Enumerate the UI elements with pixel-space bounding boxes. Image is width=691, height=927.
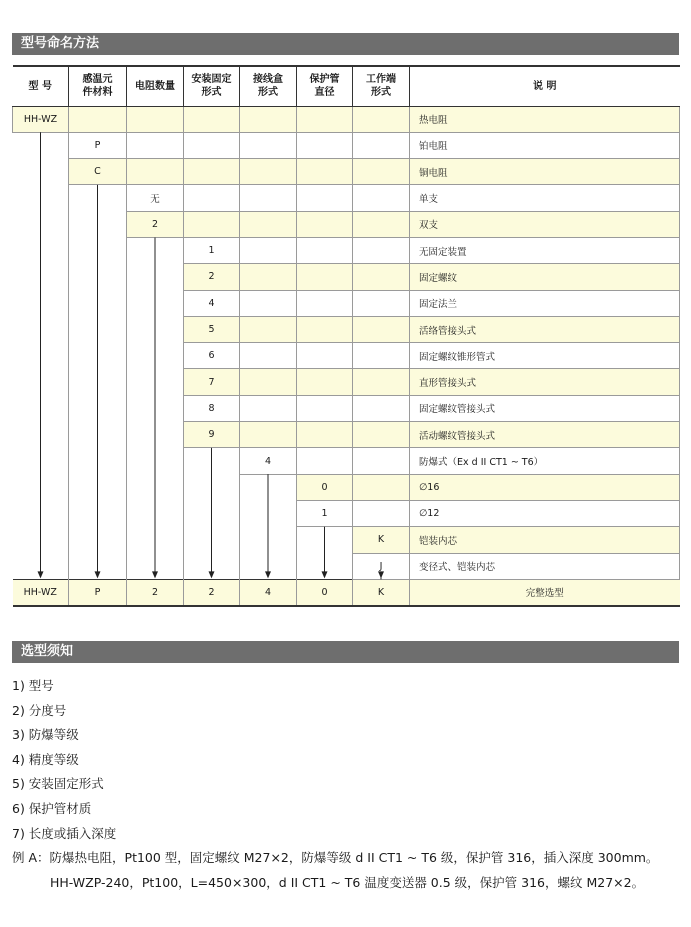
- table-row: [13, 211, 680, 237]
- empty-cell: [127, 553, 184, 579]
- empty-cell: [184, 448, 240, 474]
- description-cell: 铠装内芯: [410, 527, 680, 553]
- note-item: 2) 分度号: [12, 702, 67, 718]
- table-row: [13, 185, 680, 211]
- empty-cell: [69, 500, 127, 526]
- empty-cell: [69, 527, 127, 553]
- empty-cell: [13, 500, 69, 526]
- final-code-cell: 4: [240, 579, 297, 605]
- blank-cell: [353, 343, 410, 369]
- empty-cell: [240, 474, 297, 500]
- empty-cell: [69, 448, 127, 474]
- table-row: [13, 448, 680, 474]
- empty-cell: [13, 211, 69, 237]
- empty-cell: [127, 448, 184, 474]
- description-cell: 铂电阻: [410, 132, 680, 158]
- empty-cell: [240, 500, 297, 526]
- description-cell: 固定螺纹管接头式: [410, 395, 680, 421]
- code-cell: 无: [127, 185, 184, 211]
- empty-cell: [69, 343, 127, 369]
- blank-cell: [297, 422, 353, 448]
- note-item: 1) 型号: [12, 678, 54, 693]
- code-cell: 2: [184, 264, 240, 290]
- code-cell: P: [69, 132, 127, 158]
- empty-cell: [127, 422, 184, 448]
- table-row: [13, 159, 680, 185]
- table-header-1: 感温元 件材料: [69, 66, 127, 106]
- empty-cell: [13, 185, 69, 211]
- blank-cell: [240, 211, 297, 237]
- table-row: [13, 106, 680, 132]
- blank-cell: [240, 185, 297, 211]
- table-header-3: 安装固定 形式: [184, 66, 240, 106]
- blank-cell: [240, 132, 297, 158]
- empty-cell: [13, 316, 69, 342]
- blank-cell: [240, 369, 297, 395]
- empty-cell: [127, 474, 184, 500]
- empty-cell: [69, 474, 127, 500]
- empty-cell: [127, 237, 184, 263]
- empty-cell: [13, 553, 69, 579]
- blank-cell: [297, 448, 353, 474]
- code-cell: 4: [184, 290, 240, 316]
- blank-cell: [353, 185, 410, 211]
- blank-cell: [127, 132, 184, 158]
- description-cell: 固定螺纹锥形管式: [410, 343, 680, 369]
- table-header-row: [13, 66, 680, 106]
- blank-cell: [184, 132, 240, 158]
- empty-cell: [69, 264, 127, 290]
- final-code-cell: 2: [184, 579, 240, 605]
- empty-cell: [297, 527, 353, 553]
- blank-cell: [297, 395, 353, 421]
- table-header-5: 保护管 直径: [297, 66, 353, 106]
- code-cell: J: [353, 553, 410, 579]
- empty-cell: [69, 185, 127, 211]
- empty-cell: [69, 211, 127, 237]
- table-row: [13, 316, 680, 342]
- empty-cell: [297, 553, 353, 579]
- empty-cell: [69, 316, 127, 342]
- empty-cell: [184, 500, 240, 526]
- blank-cell: [297, 290, 353, 316]
- blank-cell: [240, 422, 297, 448]
- empty-cell: [13, 474, 69, 500]
- table-row: [13, 264, 680, 290]
- empty-cell: [13, 237, 69, 263]
- empty-cell: [184, 474, 240, 500]
- blank-cell: [297, 185, 353, 211]
- note-item: 6) 保护管材质: [12, 800, 92, 816]
- code-cell: HH-WZ: [13, 106, 69, 132]
- blank-cell: [240, 237, 297, 263]
- description-cell: 固定螺纹: [410, 264, 680, 290]
- blank-cell: [69, 106, 127, 132]
- empty-cell: [240, 553, 297, 579]
- blank-cell: [353, 422, 410, 448]
- empty-cell: [184, 553, 240, 579]
- blank-cell: [353, 159, 410, 185]
- blank-cell: [240, 343, 297, 369]
- table-header-7: 说 明: [410, 66, 680, 106]
- empty-cell: [13, 422, 69, 448]
- code-cell: 5: [184, 316, 240, 342]
- empty-cell: [127, 369, 184, 395]
- table-row: [13, 527, 680, 553]
- example-line-2: HH-WZP-240，Pt100，L=450×300，d II CT1 ~ T6 温度变送器 0.5 级，保护管 316，螺纹 M27×2。: [50, 874, 645, 890]
- note-item: 3) 防爆等级: [12, 727, 79, 743]
- blank-cell: [297, 237, 353, 263]
- blank-cell: [297, 159, 353, 185]
- note-item: 7) 长度或插入深度: [12, 825, 117, 841]
- blank-cell: [353, 369, 410, 395]
- code-cell: 1: [297, 500, 353, 526]
- blank-cell: [184, 211, 240, 237]
- empty-cell: [13, 159, 69, 185]
- table-row: [13, 369, 680, 395]
- final-code-cell: 0: [297, 579, 353, 605]
- blank-cell: [127, 159, 184, 185]
- blank-cell: [297, 369, 353, 395]
- description-cell: 无固定装置: [410, 237, 680, 263]
- blank-cell: [297, 132, 353, 158]
- blank-cell: [240, 106, 297, 132]
- table-row: [13, 343, 680, 369]
- code-cell: 6: [184, 343, 240, 369]
- section-title-notice: 选型须知: [12, 641, 679, 663]
- note-item: 5) 安装固定形式: [12, 776, 104, 792]
- blank-cell: [240, 316, 297, 342]
- code-cell: K: [353, 527, 410, 553]
- final-description-cell: 完整选型: [410, 579, 680, 605]
- empty-cell: [127, 343, 184, 369]
- description-cell: 热电阻: [410, 106, 680, 132]
- empty-cell: [13, 448, 69, 474]
- empty-cell: [69, 553, 127, 579]
- section-title-naming: 型号命名方法: [12, 33, 679, 55]
- table-row: [13, 395, 680, 421]
- code-cell: 9: [184, 422, 240, 448]
- blank-cell: [297, 264, 353, 290]
- blank-cell: [184, 159, 240, 185]
- empty-cell: [13, 290, 69, 316]
- description-cell: 铜电阻: [410, 159, 680, 185]
- blank-cell: [240, 395, 297, 421]
- empty-cell: [184, 527, 240, 553]
- description-cell: 单支: [410, 185, 680, 211]
- empty-cell: [69, 395, 127, 421]
- table-header-0: 型 号: [13, 66, 69, 106]
- blank-cell: [353, 237, 410, 263]
- code-cell: 4: [240, 448, 297, 474]
- blank-cell: [353, 290, 410, 316]
- blank-cell: [240, 159, 297, 185]
- description-cell: 防爆式（Ex d II CT1 ~ T6）: [410, 448, 680, 474]
- blank-cell: [297, 316, 353, 342]
- final-code-cell: P: [69, 579, 127, 605]
- code-cell: 1: [184, 237, 240, 263]
- final-code-cell: K: [353, 579, 410, 605]
- empty-cell: [127, 290, 184, 316]
- blank-cell: [297, 106, 353, 132]
- table-row: [13, 474, 680, 500]
- final-selection-row: [13, 579, 680, 605]
- empty-cell: [69, 290, 127, 316]
- blank-cell: [353, 264, 410, 290]
- blank-cell: [353, 448, 410, 474]
- empty-cell: [240, 527, 297, 553]
- blank-cell: [353, 395, 410, 421]
- blank-cell: [297, 211, 353, 237]
- empty-cell: [13, 527, 69, 553]
- table-row: [13, 553, 680, 579]
- blank-cell: [127, 106, 184, 132]
- code-cell: 2: [127, 211, 184, 237]
- table-header-6: 工作端 形式: [353, 66, 410, 106]
- empty-cell: [127, 500, 184, 526]
- selection-notes: [12, 674, 682, 895]
- table-row: [13, 237, 680, 263]
- empty-cell: [13, 395, 69, 421]
- blank-cell: [297, 343, 353, 369]
- blank-cell: [240, 290, 297, 316]
- note-item: 4) 精度等级: [12, 751, 79, 767]
- empty-cell: [13, 132, 69, 158]
- code-cell: 7: [184, 369, 240, 395]
- blank-cell: [353, 316, 410, 342]
- blank-cell: [353, 474, 410, 500]
- empty-cell: [127, 316, 184, 342]
- empty-cell: [69, 369, 127, 395]
- description-cell: ∅16: [410, 474, 680, 500]
- description-cell: 直形管接头式: [410, 369, 680, 395]
- empty-cell: [69, 237, 127, 263]
- empty-cell: [69, 422, 127, 448]
- code-cell: C: [69, 159, 127, 185]
- empty-cell: [127, 527, 184, 553]
- table-row: [13, 290, 680, 316]
- table-header-4: 接线盒 形式: [240, 66, 297, 106]
- blank-cell: [184, 106, 240, 132]
- blank-cell: [353, 500, 410, 526]
- blank-cell: [353, 132, 410, 158]
- description-cell: 活络管接头式: [410, 316, 680, 342]
- description-cell: ∅12: [410, 500, 680, 526]
- table-row: [13, 500, 680, 526]
- description-cell: 双支: [410, 211, 680, 237]
- table-row: [13, 132, 680, 158]
- blank-cell: [353, 106, 410, 132]
- description-cell: 固定法兰: [410, 290, 680, 316]
- blank-cell: [240, 264, 297, 290]
- description-cell: 变径式、铠装内芯: [410, 553, 680, 579]
- empty-cell: [13, 264, 69, 290]
- code-cell: 0: [297, 474, 353, 500]
- table-row: [13, 422, 680, 448]
- blank-cell: [184, 185, 240, 211]
- description-cell: 活动螺纹管接头式: [410, 422, 680, 448]
- empty-cell: [13, 343, 69, 369]
- model-selection-table: [12, 65, 680, 607]
- blank-cell: [353, 211, 410, 237]
- final-code-cell: 2: [127, 579, 184, 605]
- empty-cell: [127, 264, 184, 290]
- example-line-1: 例 A：防爆热电阻，Pt100 型，固定螺纹 M27×2，防爆等级 d II CT1 ~ T6 级，保护管 316，插入深度 300mm。: [12, 850, 659, 866]
- empty-cell: [13, 369, 69, 395]
- table-header-2: 电阻数量: [127, 66, 184, 106]
- empty-cell: [127, 395, 184, 421]
- final-code-cell: HH-WZ: [13, 579, 69, 605]
- code-cell: 8: [184, 395, 240, 421]
